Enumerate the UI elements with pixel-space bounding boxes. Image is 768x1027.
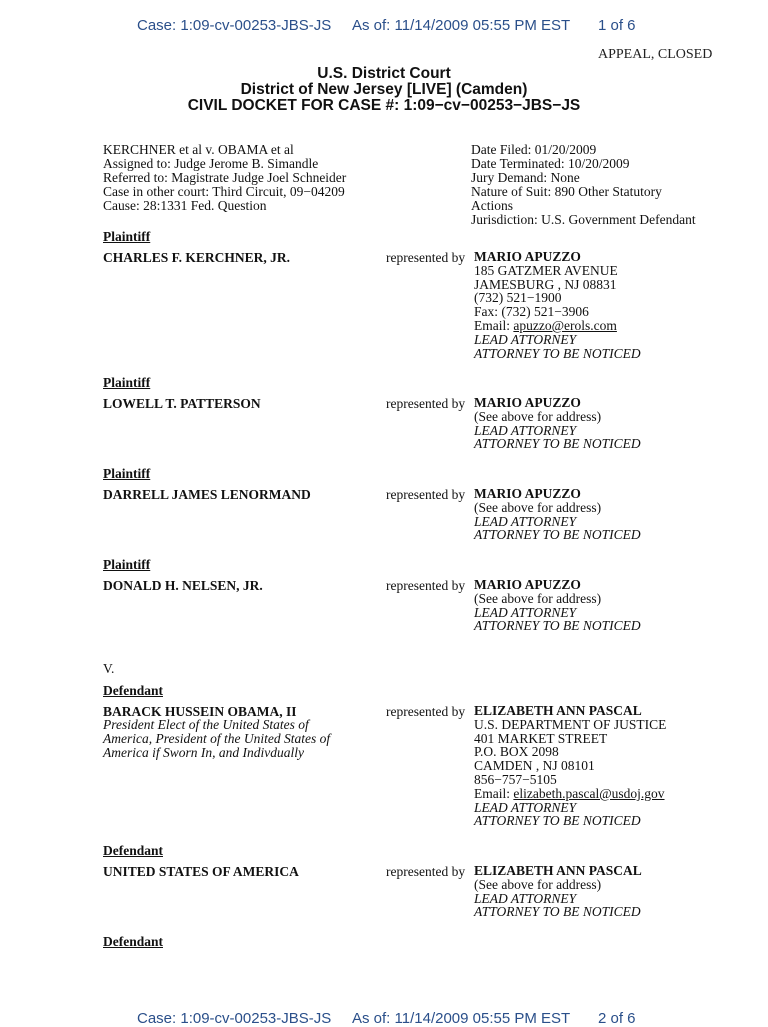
attorney-fax: Fax: (732) 521−3906 bbox=[474, 304, 589, 320]
party-name: DARRELL JAMES LENORMAND bbox=[103, 487, 311, 502]
attorney-phone: (732) 521−1900 bbox=[474, 290, 562, 306]
case-caption: KERCHNER et al v. OBAMA et al bbox=[103, 142, 294, 157]
email-label: Email: bbox=[474, 785, 514, 801]
attorney-email-link[interactable]: apuzzo@erols.com bbox=[513, 317, 617, 333]
attorney-address-line: U.S. DEPARTMENT OF JUSTICE bbox=[474, 716, 667, 732]
attorney-note: LEAD ATTORNEY bbox=[474, 604, 577, 620]
represented-by-label: represented by bbox=[386, 487, 466, 502]
attorney-note: LEAD ATTORNEY bbox=[474, 799, 577, 815]
represented-by-label: represented by bbox=[386, 864, 466, 879]
party-role-label: Plaintiff bbox=[103, 466, 151, 481]
attorney-email-link[interactable]: elizabeth.pascal@usdoj.gov bbox=[513, 785, 665, 801]
party-role-label: Defendant bbox=[103, 843, 163, 858]
case-flags: APPEAL, CLOSED bbox=[598, 47, 713, 62]
attorney-address-line: (See above for address) bbox=[474, 876, 602, 892]
attorney-note: ATTORNEY TO BE NOTICED bbox=[474, 527, 641, 543]
attorney-block bbox=[474, 864, 642, 919]
attorney-note: ATTORNEY TO BE NOTICED bbox=[474, 618, 641, 634]
attorney-note: LEAD ATTORNEY bbox=[474, 422, 577, 438]
jurisdiction: Jurisdiction: U.S. Government Defendant bbox=[471, 212, 696, 227]
as-of-timestamp: As of: 11/14/2009 05:55 PM EST bbox=[352, 1010, 571, 1027]
assigned-judge: Assigned to: Judge Jerome B. Simandle bbox=[103, 156, 319, 171]
docket-title: CIVIL DOCKET FOR CASE #: 1:09−cv−00253−JBS−JS bbox=[187, 97, 581, 114]
attorney-address-line: (See above for address) bbox=[474, 499, 602, 515]
email-label: Email: bbox=[474, 317, 514, 333]
attorney-address-line: CAMDEN , NJ 08101 bbox=[474, 758, 595, 774]
attorney-email-row bbox=[474, 319, 641, 333]
attorney-address-line: P.O. BOX 2098 bbox=[474, 744, 559, 760]
party-name: CHARLES F. KERCHNER, JR. bbox=[103, 250, 291, 265]
attorney-block bbox=[474, 704, 666, 828]
attorney-address-line: 401 MARKET STREET bbox=[474, 730, 608, 746]
page-indicator: 2 of 6 bbox=[598, 1010, 636, 1027]
represented-by-label: represented by bbox=[386, 396, 466, 411]
case-info-right bbox=[471, 143, 696, 227]
party-name: LOWELL T. PATTERSON bbox=[103, 396, 261, 411]
attorney-note: LEAD ATTORNEY bbox=[474, 513, 577, 529]
case-number-header: Case: 1:09-cv-00253-JBS-JS bbox=[137, 1010, 332, 1027]
party-description-line: President Elect of the United States of bbox=[103, 717, 309, 732]
versus-separator: V. bbox=[103, 661, 115, 676]
court-district: District of New Jersey [LIVE] (Camden) bbox=[240, 81, 528, 98]
attorney-name: ELIZABETH ANN PASCAL bbox=[474, 703, 642, 718]
attorney-name: MARIO APUZZO bbox=[474, 577, 581, 592]
nature-of-suit-cont: Actions bbox=[471, 198, 513, 213]
jury-demand: Jury Demand: None bbox=[471, 170, 580, 185]
attorney-address-line: (See above for address) bbox=[474, 408, 602, 424]
party-description-line: America, President of the United States of bbox=[103, 730, 331, 746]
referred-judge: Referred to: Magistrate Judge Joel Schneider bbox=[103, 170, 347, 185]
attorney-address-line: JAMESBURG , NJ 08831 bbox=[474, 276, 617, 292]
case-info-left bbox=[103, 143, 346, 213]
date-filed: Date Filed: 01/20/2009 bbox=[471, 142, 597, 157]
party-role-label: Defendant bbox=[103, 934, 163, 949]
party-role-label: Defendant bbox=[103, 683, 163, 698]
date-terminated: Date Terminated: 10/20/2009 bbox=[471, 156, 630, 171]
attorney-note: LEAD ATTORNEY bbox=[474, 890, 577, 906]
as-of-timestamp: As of: 11/14/2009 05:55 PM EST bbox=[352, 17, 571, 34]
attorney-note: ATTORNEY TO BE NOTICED bbox=[474, 345, 641, 361]
other-court: Case in other court: Third Circuit, 09−04209 bbox=[103, 184, 345, 199]
attorney-note: ATTORNEY TO BE NOTICED bbox=[474, 813, 641, 829]
attorney-name: MARIO APUZZO bbox=[474, 249, 581, 264]
cause: Cause: 28:1331 Fed. Question bbox=[103, 198, 267, 213]
court-name: U.S. District Court bbox=[317, 65, 451, 82]
attorney-phone: 856−757−5105 bbox=[474, 771, 557, 787]
attorney-block bbox=[474, 578, 641, 633]
attorney-address-line: 185 GATZMER AVENUE bbox=[474, 262, 618, 278]
attorney-name: MARIO APUZZO bbox=[474, 395, 581, 410]
represented-by-label: represented by bbox=[386, 704, 466, 719]
represented-by-label: represented by bbox=[386, 250, 466, 265]
attorney-block bbox=[474, 396, 641, 451]
attorney-note: ATTORNEY TO BE NOTICED bbox=[474, 904, 641, 920]
page-indicator: 1 of 6 bbox=[598, 17, 636, 34]
party-name: DONALD H. NELSEN, JR. bbox=[103, 578, 263, 593]
party-name: BARACK HUSSEIN OBAMA, II bbox=[103, 704, 297, 719]
party-description bbox=[103, 718, 330, 759]
attorney-block bbox=[474, 487, 641, 542]
attorney-note: LEAD ATTORNEY bbox=[474, 331, 577, 347]
attorney-note: ATTORNEY TO BE NOTICED bbox=[474, 436, 641, 452]
represented-by-label: represented by bbox=[386, 578, 466, 593]
nature-of-suit: Nature of Suit: 890 Other Statutory bbox=[471, 184, 662, 199]
attorney-address-line: (See above for address) bbox=[474, 590, 602, 606]
party-role-label: Plaintiff bbox=[103, 229, 151, 244]
attorney-block bbox=[474, 250, 641, 360]
party-role-label: Plaintiff bbox=[103, 557, 151, 572]
attorney-email-row bbox=[474, 787, 666, 801]
attorney-name: ELIZABETH ANN PASCAL bbox=[474, 863, 642, 878]
party-name: UNITED STATES OF AMERICA bbox=[103, 864, 299, 879]
party-role-label: Plaintiff bbox=[103, 375, 151, 390]
party-description-line: America if Sworn In, and Indivdually bbox=[103, 744, 304, 760]
case-number-header: Case: 1:09-cv-00253-JBS-JS bbox=[137, 17, 332, 34]
attorney-name: MARIO APUZZO bbox=[474, 486, 581, 501]
